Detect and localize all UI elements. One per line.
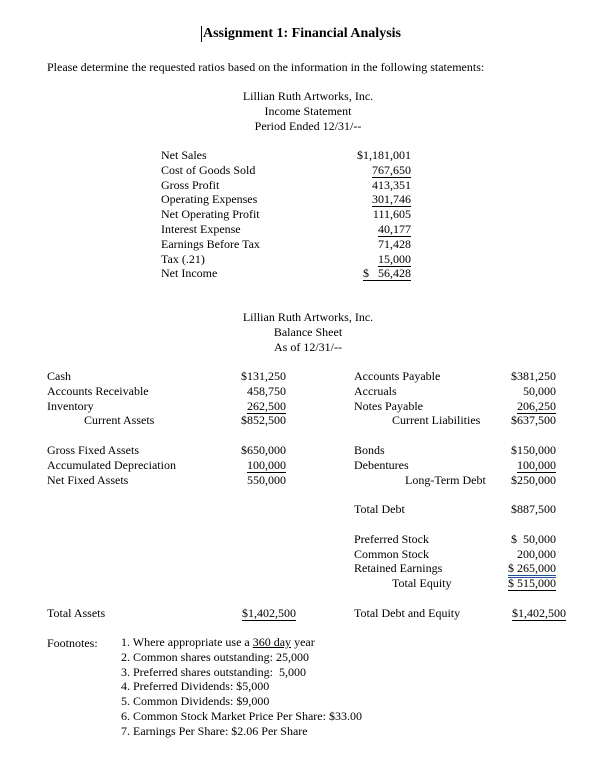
income-value: 15,000 [378, 251, 411, 266]
inventory-value: 262,500 [247, 399, 286, 413]
total-debt-value: $887,500 [511, 502, 556, 516]
gross-fixed-assets-value: $650,000 [241, 443, 286, 457]
footnote-number: 1. [121, 635, 130, 649]
footnote-text: Common Stock Market Price Per Share: $33.00 [133, 708, 362, 723]
footnote-number: 6. [121, 708, 130, 723]
total-equity-value: $ 515,000 [508, 576, 556, 590]
footnote-item [121, 650, 362, 665]
income-label: Cost of Goods Sold [161, 162, 256, 177]
footnote-link: 360 day [252, 635, 292, 649]
income-value: 40,177 [378, 221, 411, 236]
current-liabilities-label: Current Liabilities [392, 413, 481, 427]
accumulated-depreciation-label: Accumulated Depreciation [47, 458, 176, 472]
income-value: 71,428 [378, 236, 411, 251]
income-value: 301,746 [372, 192, 411, 207]
notes-payable-label: Notes Payable [354, 399, 423, 413]
footnote-text: Where appropriate use a [132, 635, 253, 649]
current-assets-value: $852,500 [241, 413, 286, 427]
net-fixed-assets-label: Net Fixed Assets [47, 473, 129, 487]
preferred-stock-label: Preferred Stock [354, 532, 429, 546]
footnote-item [121, 709, 362, 724]
footnote-item [121, 635, 362, 650]
footnote-text: Earnings Per Share: $2.06 Per Share [133, 723, 308, 738]
footnote-number: 5. [121, 694, 130, 709]
accounts-payable-label: Accounts Payable [354, 369, 441, 383]
inventory-label: Inventory [47, 399, 94, 413]
footnote-number: 3. [121, 664, 130, 679]
total-debt-equity-value: $1,402,500 [512, 606, 566, 620]
total-assets-value: $1,402,500 [242, 606, 296, 620]
footnote-item [121, 679, 362, 694]
income-label: Interest Expense [161, 221, 241, 236]
long-term-debt-label: Long-Term Debt [405, 473, 486, 487]
income-value: 767,650 [372, 162, 411, 177]
total-assets-label: Total Assets [47, 606, 106, 620]
footnote-item [121, 665, 362, 680]
income-value: $1,181,001 [357, 148, 411, 162]
footnotes-label: Footnotes: [47, 636, 98, 650]
income-label: Net Sales [161, 148, 207, 162]
page-title: Assignment 1: Financial Analysis [203, 26, 401, 41]
footnote-item [121, 724, 362, 739]
income-label: Net Income [161, 266, 218, 281]
total-debt-equity-label: Total Debt and Equity [354, 606, 461, 620]
footnote-number: 2. [121, 649, 130, 664]
instructions: Please determine the requested ratios based on the information in the following statements: [47, 60, 485, 74]
accruals-label: Accruals [354, 384, 397, 398]
bonds-value: $150,000 [511, 443, 556, 457]
total-debt-label: Total Debt [354, 502, 405, 516]
accruals-value: 50,000 [523, 384, 556, 398]
balance-statement-name: Balance Sheet [273, 325, 343, 339]
retained-earnings-value: $ 265,000 [508, 561, 556, 578]
balance-company: Lillian Ruth Artworks, Inc. [242, 310, 374, 324]
income-label: Net Operating Profit [161, 207, 260, 222]
footnote-text: year [291, 635, 315, 649]
current-liabilities-value: $637,500 [511, 413, 556, 427]
accounts-receivable-value: 458,750 [247, 384, 286, 398]
accounts-payable-value: $381,250 [511, 369, 556, 383]
notes-payable-value: 206,250 [517, 399, 556, 413]
accounts-receivable-label: Accounts Receivable [47, 384, 149, 398]
income-value: 111,605 [372, 207, 411, 222]
income-labels [161, 148, 260, 281]
debentures-value: 100,000 [517, 458, 556, 472]
retained-earnings-label: Retained Earnings [354, 561, 443, 575]
income-statement-name: Income Statement [264, 104, 352, 118]
footnote-text: Common Dividends: $9,000 [133, 694, 270, 709]
gross-fixed-assets-label: Gross Fixed Assets [47, 443, 140, 457]
bonds-label: Bonds [354, 443, 385, 457]
preferred-stock-value: $ 50,000 [511, 532, 556, 546]
current-assets-label: Current Assets [84, 413, 155, 427]
income-label: Operating Expenses [161, 192, 258, 207]
footnote-number: 4. [121, 679, 130, 694]
net-income-value: $ 56,428 [363, 266, 411, 281]
common-stock-label: Common Stock [354, 547, 430, 561]
debentures-label: Debentures [354, 458, 409, 472]
text-cursor [201, 26, 202, 42]
net-fixed-assets-value: 550,000 [247, 473, 286, 487]
accumulated-depreciation-value: 100,000 [247, 458, 286, 472]
income-value: 413,351 [372, 177, 411, 192]
footnote-text: Preferred Dividends: $5,000 [133, 679, 270, 694]
footnote-text: Common shares outstanding: 25,000 [133, 649, 309, 664]
income-values [341, 148, 411, 281]
income-company: Lillian Ruth Artworks, Inc. [242, 89, 374, 103]
income-label: Tax (.21) [161, 251, 205, 266]
income-label: Gross Profit [161, 177, 220, 192]
footnote-text: Preferred shares outstanding: 5,000 [133, 664, 306, 679]
balance-period: As of 12/31/-- [274, 340, 342, 354]
cash-label: Cash [47, 369, 71, 383]
common-stock-value: 200,000 [517, 547, 556, 561]
income-label: Earnings Before Tax [161, 236, 260, 251]
footnotes-list [121, 635, 362, 739]
cash-value: $131,250 [241, 369, 286, 383]
long-term-debt-value: $250,000 [511, 473, 556, 487]
footnote-number: 7. [121, 723, 130, 738]
footnote-item [121, 694, 362, 709]
total-equity-label: Total Equity [392, 576, 452, 590]
income-period: Period Ended 12/31/-- [254, 119, 362, 133]
